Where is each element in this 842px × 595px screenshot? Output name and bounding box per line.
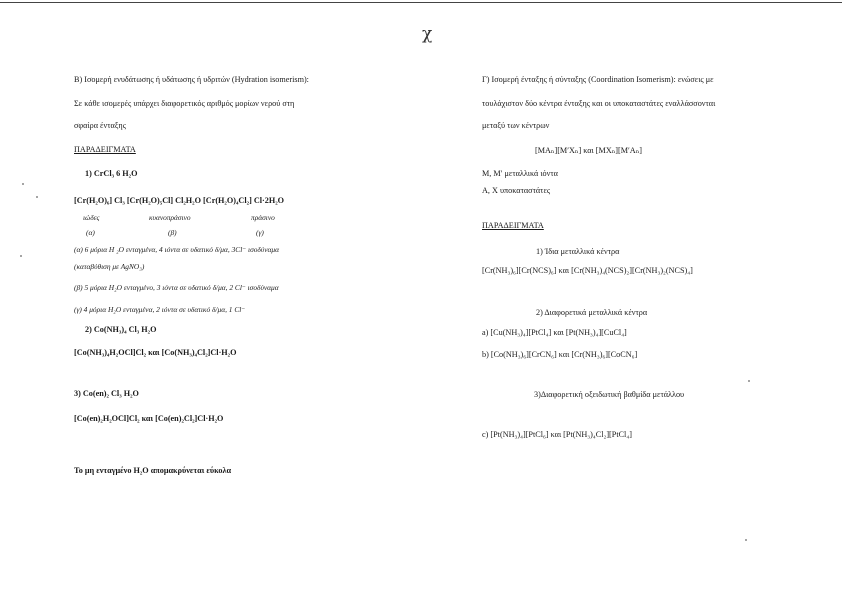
subsection2-title: 2) Διαφορετικά μεταλλικά κέντρα [536, 308, 648, 317]
example1-title: 1) CrCl₃ 6 H₂O [85, 169, 138, 178]
note-beta: (β) 5 μόρια H₂O ενταγμένο, 3 ιόντα σε υδατικό δ/μα, 2 Cl⁻ ισοδύναμα [74, 283, 279, 292]
scan-speck [745, 539, 747, 541]
subsection3-title: 3)Διαφορετική οξειδωτική βαθμίδα μετάλλου [534, 390, 685, 399]
note-alpha-line2: (καταβύθιση με AgNO₃) [74, 262, 145, 271]
left-footer-note: Το μη ενταγμένο H₂O απομακρύνεται εύκολα [74, 466, 232, 475]
subsection3-item-c: c) [Pt(NH₃)₄][PtCl₆] και [Pt(NH₃)₄Cl₂][PtCl₄] [482, 430, 632, 439]
right-examples-title: ΠΑΡΑΔΕΙΓΜΑΤΑ [482, 221, 544, 230]
page-mark: χ [422, 24, 433, 44]
scan-speck [20, 255, 22, 257]
isomer-label-b: (β) [168, 228, 177, 237]
scan-speck [748, 380, 750, 382]
subsection2-item-a: a) [Cu(NH₃)₄][PtCl₄] και [Pt(NH₃)₄][CuCl₄] [482, 328, 627, 337]
subsection1-formula: [Cr(NH₃)₆][Cr(NCS)₆] και [Cr(NH₃)₄(NCS)₂][Cr(NH₃)₂(NCS)₄] [482, 266, 693, 275]
top-border-line [0, 2, 842, 3]
right-heading-line3: μεταξύ των κέντρων [482, 121, 550, 130]
left-heading-line3: σφαίρα ένταξης [74, 121, 126, 130]
subsection1-title: 1) Ίδια μεταλλικά κέντρα [536, 247, 620, 256]
left-examples-title: ΠΑΡΑΔΕΙΓΜΑΤΑ [74, 145, 136, 154]
note-alpha-line1: (α) 6 μόρια H ₂O ενταγμένα, 4 ιόντα σε υδατικό δ/μα, 3Cl⁻ ισοδύναμα [74, 245, 279, 254]
color-label-bluegreen: κυανοπράσινο [149, 213, 191, 222]
example3-formula: [Co(en)₂H₂OCl]Cl₂ και [Co(en)₂Cl₂]Cl·H₂O [74, 414, 224, 423]
scan-speck [36, 196, 38, 198]
example2-formula: [Co(NH₃)₄H₂OCl]Cl₂ και [Co(NH₃)₄Cl₂]Cl·H₂O [74, 348, 237, 357]
general-coordination-formula: [MAₙ][M′Xₙ] και [MXₙ][M′Aₙ] [535, 146, 642, 155]
left-heading-line1: Β) Ισομερή ενυδάτωσης ή υδάτωσης ή υδριτών (Hydration isomerism): [74, 75, 309, 84]
note-gamma: (γ) 4 μόρια H₂O ενταγμένα, 2 ιόντα σε υδατικό δ/μα, 1 Cl⁻ [74, 305, 246, 314]
isomer-label-g: (γ) [256, 228, 264, 237]
example2-title: 2) Co(NH₃)₄ Cl₃ H₂O [85, 325, 157, 334]
right-heading-line2: τουλάχιστον δύο κέντρα ένταξης και οι υποκαταστάτες εναλλάσσονται [482, 99, 716, 108]
right-heading-line1: Γ) Ισομερή ένταξης ή σύνταξης (Coordination Isomerism): ενώσεις με [482, 75, 714, 84]
example3-title: 3) Co(en)₂ Cl₃ H₂O [74, 389, 139, 398]
example1-formulas: [Cr(H₂O)₆] Cl₃ [Cr(H₂O)₅Cl] Cl₂H₂O [Cr(H₂O)₄Cl₂] Cl·2H₂O [74, 196, 285, 205]
left-heading-line2: Σε κάθε ισομερές υπάρχει διαφορετικός αριθμός μορίων νερού στη [74, 99, 295, 108]
isomer-label-a: (α) [86, 228, 95, 237]
color-label-violet: ιώδες [83, 213, 100, 222]
definition-metals: M, M′ μεταλλικά ιόντα [482, 169, 558, 178]
color-label-green: πράσινο [251, 213, 275, 222]
subsection2-item-b: b) [Co(NH₃)₆][CrCN₆] και [Cr(NH₃)₆][CoCN₆] [482, 350, 638, 359]
definition-ligands: A, X υποκαταστάτες [482, 186, 551, 195]
scan-speck [22, 183, 24, 185]
